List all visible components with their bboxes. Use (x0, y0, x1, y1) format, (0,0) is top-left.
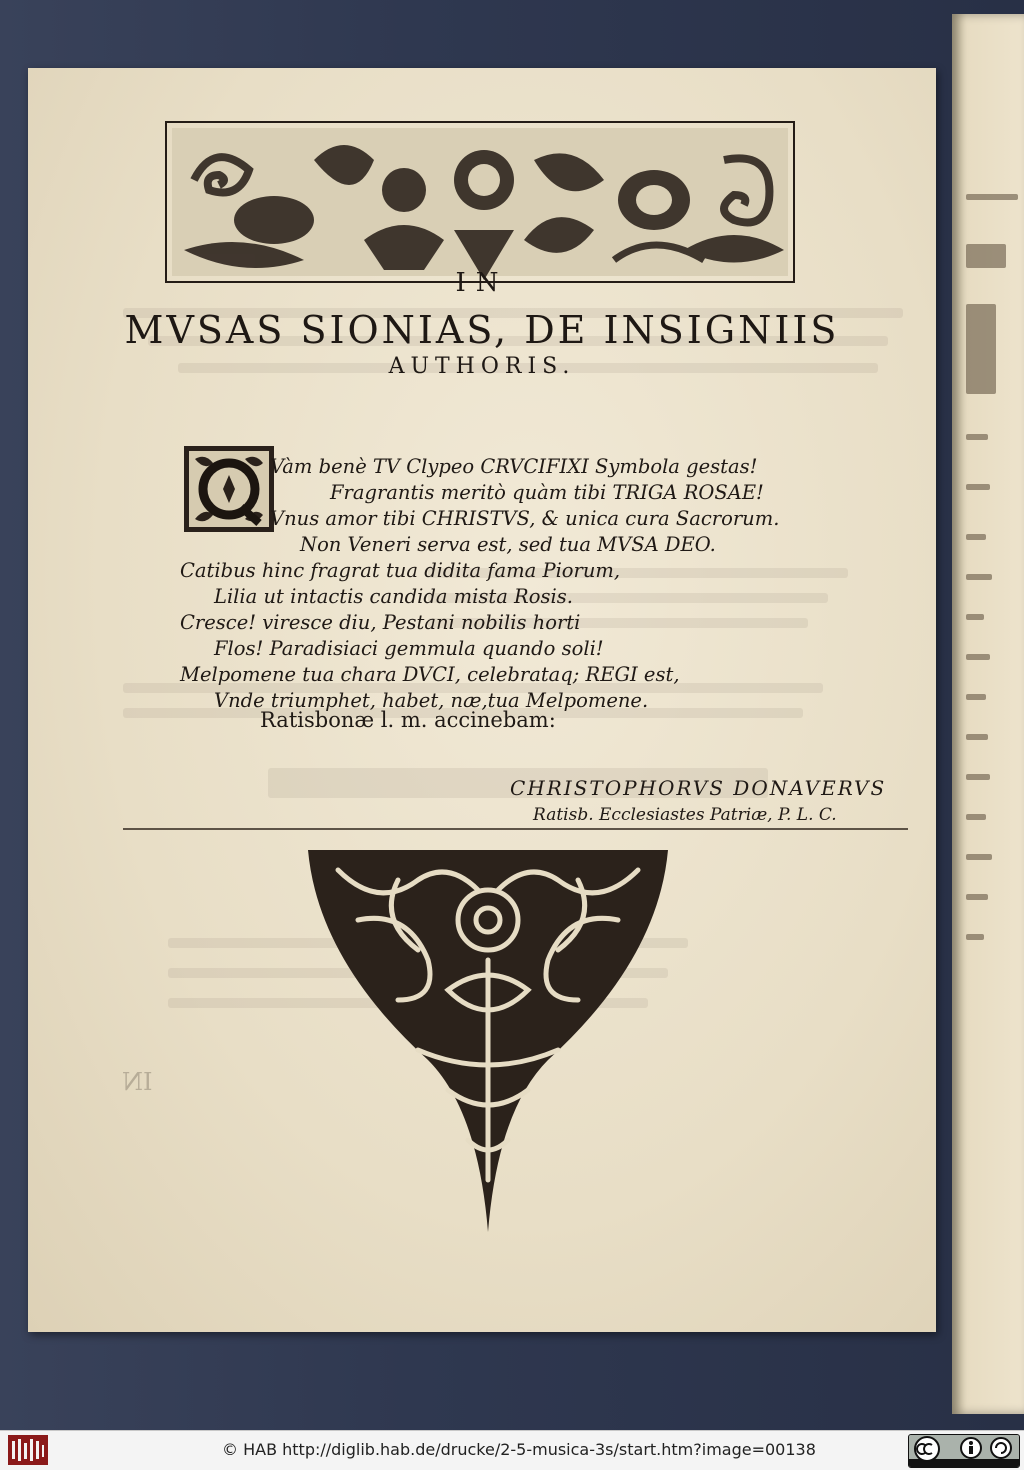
heading-in: IN (455, 268, 509, 298)
cc-by-sa-icon[interactable] (908, 1434, 1020, 1468)
heading-sub: AUTHORIS. (388, 354, 576, 379)
book-page (28, 68, 936, 1332)
verse-line: Cresce! viresce diu, Pestani nobilis horti (180, 611, 581, 634)
verse-line: Melpomene tua chara DVCI, celebrataq; REGI est, (180, 663, 680, 686)
verse-line: Vàm benè TV Clypeo CRVCIFIXI Symbola gestas! (270, 455, 758, 478)
verse-line: Vnde triumphet, habet, næ,tua Melpomene. (214, 689, 649, 712)
adjacent-page (952, 14, 1024, 1414)
copyright-link[interactable]: © HAB http://diglib.hab.de/drucke/2-5-musica-3s/start.htm?image=00138 (222, 1440, 816, 1459)
tailpiece-ornament-icon (298, 840, 678, 1232)
headpiece-ornament-icon (164, 120, 796, 284)
footer-bar (0, 1430, 1024, 1470)
verse-line: Non Veneri serva est, sed tua MVSA DEO. (300, 533, 716, 556)
divider-rule (123, 828, 908, 830)
signature-title: Ratisb. Ecclesiastes Patriæ, P. L. C. (533, 805, 837, 825)
heading-main: MVSAS SIONIAS, DE INSIGNIIS (124, 308, 840, 352)
signature-name: CHRISTOPHORVS DONAVERVS (510, 776, 887, 800)
dateline: Ratisbonæ l. m. accinebam: (260, 708, 556, 732)
catchword: IN (122, 1068, 153, 1096)
decorated-initial-q-icon (183, 445, 275, 533)
verse-line: Catibus hinc fragrat tua didita fama Piorum, (180, 559, 621, 582)
verse-line: Lilia ut intactis candida mista Rosis. (214, 585, 573, 608)
hab-logo-icon (8, 1435, 48, 1465)
verse-line: Vnus amor tibi CHRISTVS, & unica cura Sacrorum. (270, 507, 780, 530)
verse-line: Fragrantis meritò quàm tibi TRIGA ROSAE! (330, 481, 764, 504)
verse-line: Flos! Paradisiaci gemmula quando soli! (214, 637, 604, 660)
